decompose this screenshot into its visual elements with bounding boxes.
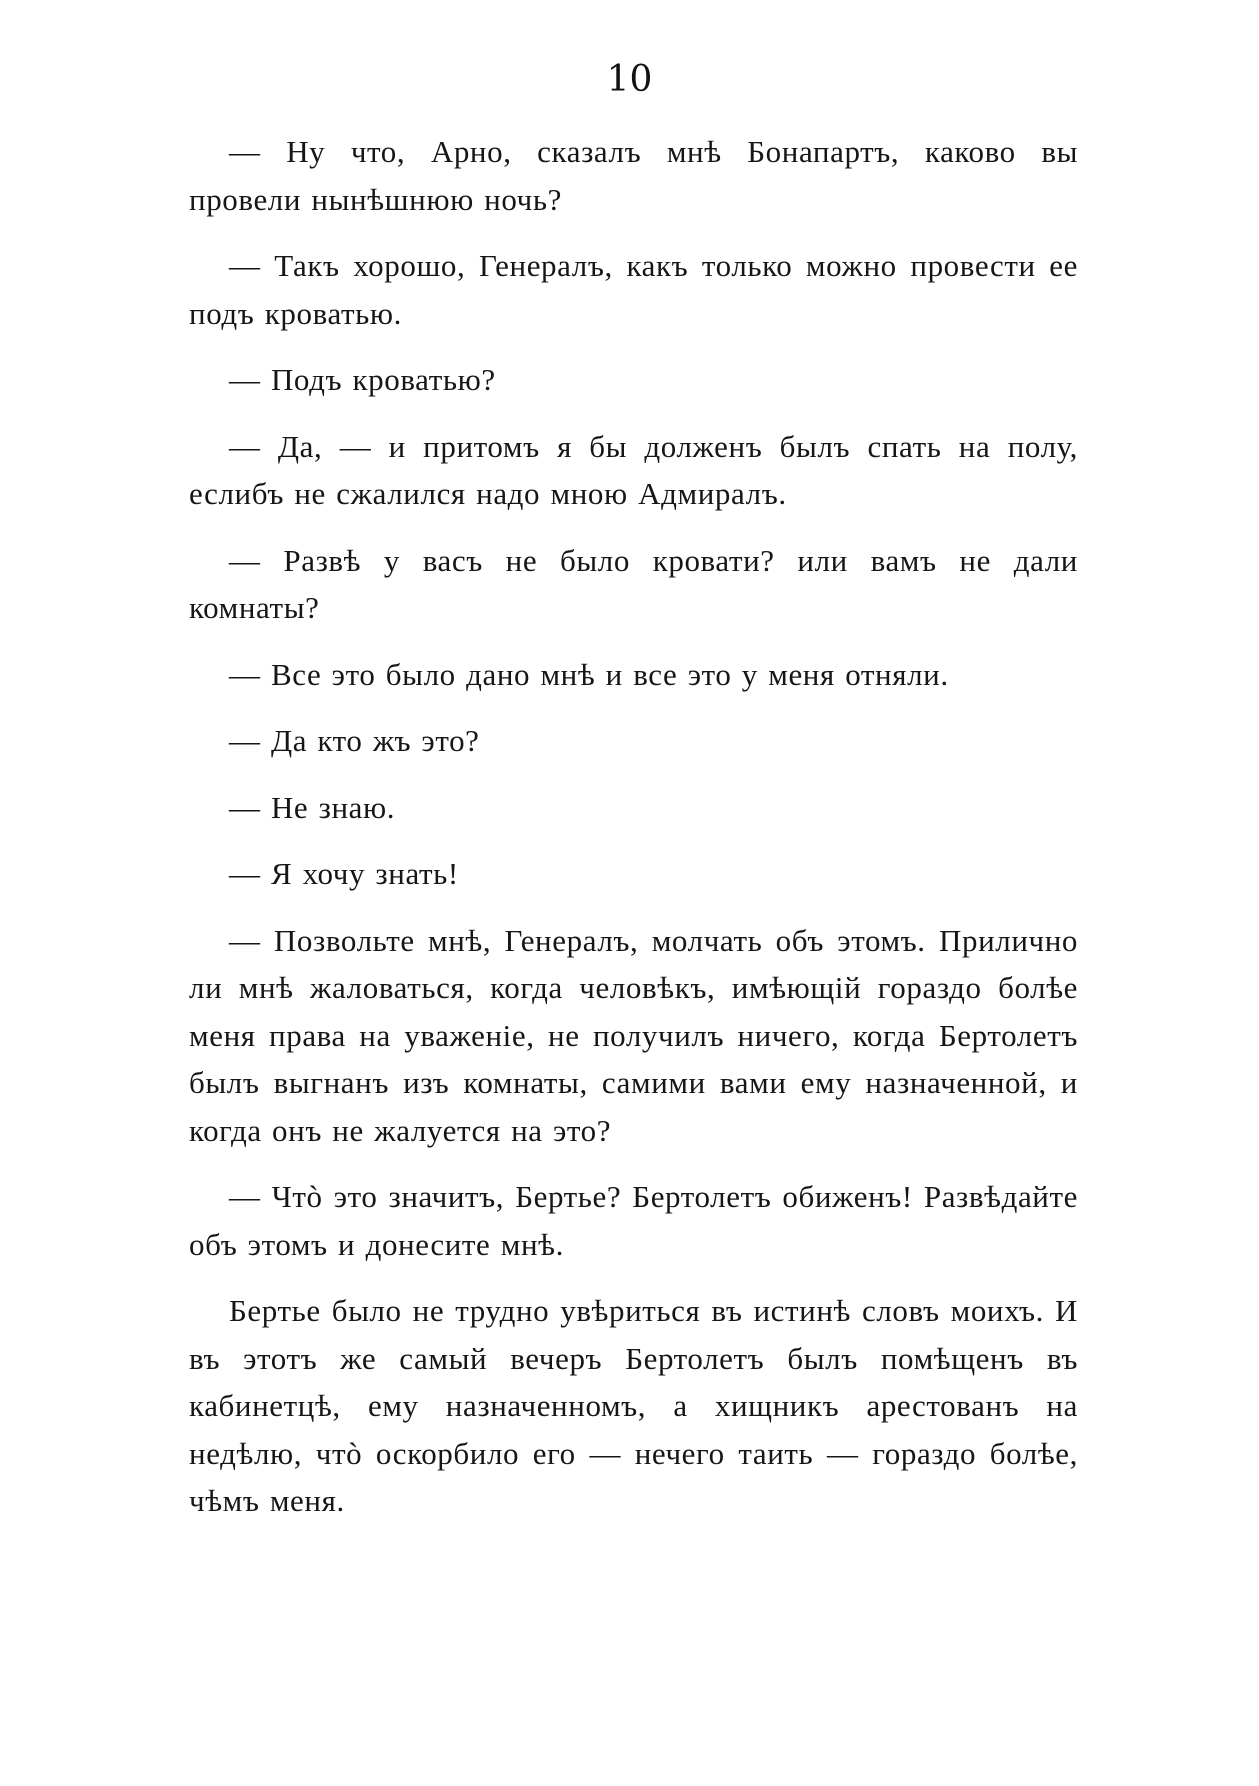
page-number: 10 [606,59,653,100]
page-text [189,128,1078,1525]
paragraph-6: — Все это было дано мнѣ и все это у меня отняли. [229,656,949,692]
paragraph-3: — Подъ кроватью? [229,362,496,397]
paragraph-5: — Развѣ у васъ не было кровати? или вамъ не дали комнаты? [189,542,1078,625]
paragraph-12: Бертье было не трудно увѣриться въ истинѣ словъ моихъ. И въ этотъ же самый вечеръ Бертолетъ былъ помѣщенъ въ кабинетцѣ, ему назначенномъ, а хищникъ арестованъ на недѣлю, чтò оскорбило его — нечего таить — гораздо болѣе, чѣмъ меня. [189,1293,1078,1518]
paragraph-9: — Я хочу знать! [229,856,459,891]
paragraph-2: — Такъ хорошо, Генералъ, какъ только можно провести ее подъ кроватью. [189,248,1078,331]
paragraph-4: — Да, — и притомъ я бы долженъ былъ спать на полу, еслибъ не сжалился надо мною Адмиралъ. [189,428,1078,511]
paragraph-11: — Чтò это значитъ, Бертье? Бертолетъ обиженъ! Развѣдайте объ этомъ и донесите мнѣ. [189,1179,1078,1262]
paragraph-8: — Не знаю. [229,789,396,825]
paragraph-1: — Ну что, Арно, сказалъ мнѣ Бонапартъ, каково вы провели нынѣшнюю ночь? [189,134,1078,217]
paragraph-7: — Да кто жъ это? [229,723,480,758]
paragraph-10: — Позвольте мнѣ, Генералъ, молчать объ этомъ. Прилично ли мнѣ жаловаться, когда человѣкъ, имѣющій гораздо болѣе меня права на уваженіе, не получилъ ничего, когда Бертолетъ былъ выгнанъ изъ комнаты, самими вами ему назначенной, и когда онъ не жалуется на это? [189,922,1078,1148]
